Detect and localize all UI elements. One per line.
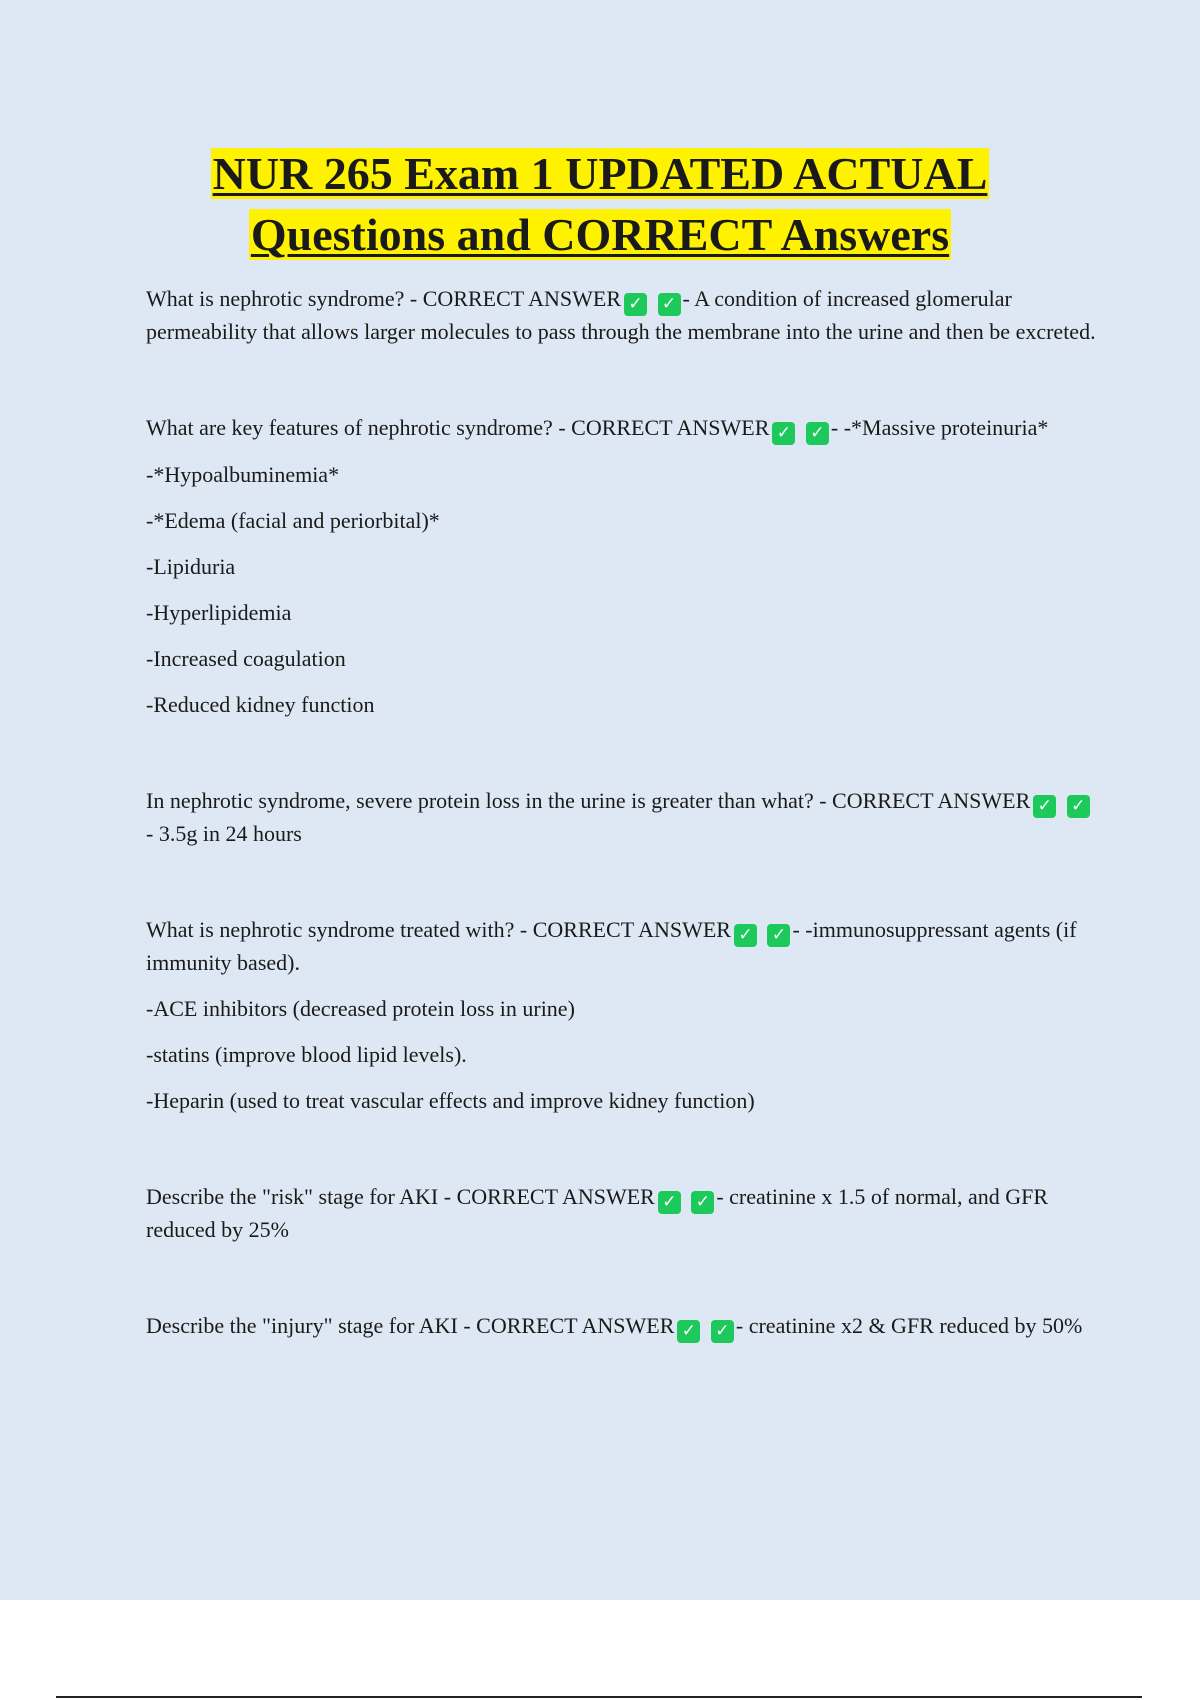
answer-line: -statins (improve blood lipid levels). <box>146 1042 467 1067</box>
check-mark-icon: ✓ <box>767 924 790 947</box>
qa-question-paragraph <box>146 412 1096 445</box>
question-text: Describe the "injury" stage for AKI - CORRECT ANSWER <box>146 1313 675 1338</box>
qa-question-paragraph <box>146 1310 1096 1343</box>
check-mark-icon: ✓ <box>677 1320 700 1343</box>
question-text: Describe the "risk" stage for AKI - CORRECT ANSWER <box>146 1184 655 1209</box>
document-title <box>0 143 1200 265</box>
answer-line: -Hyperlipidemia <box>146 600 292 625</box>
qa-list <box>146 283 1096 1407</box>
title-line-2: Questions and CORRECT Answers <box>250 209 950 260</box>
answer-line: -ACE inhibitors (decreased protein loss in urine) <box>146 996 575 1021</box>
qa-item <box>146 914 1096 1117</box>
check-mark-icon: ✓ <box>711 1320 734 1343</box>
answer-line: -*Hypoalbuminemia* <box>146 462 340 487</box>
answer-text: - -*Massive proteinuria* <box>830 415 1049 440</box>
answer-line: -Reduced kidney function <box>146 692 375 717</box>
check-mark-icon: ✓ <box>658 1191 681 1214</box>
answer-line: -*Edema (facial and periorbital)* <box>146 508 440 533</box>
qa-item <box>146 1310 1096 1343</box>
qa-question-paragraph <box>146 785 1096 850</box>
qa-item <box>146 283 1096 348</box>
qa-item <box>146 785 1096 850</box>
answer-line: -Increased coagulation <box>146 646 346 671</box>
check-mark-icon: ✓ <box>624 293 647 316</box>
answer-text: - 3.5g in 24 hours <box>146 821 302 846</box>
qa-question-paragraph <box>146 283 1096 348</box>
qa-item <box>146 412 1096 721</box>
answer-text: - creatinine x2 & GFR reduced by 50% <box>735 1313 1083 1338</box>
question-text: What are key features of nephrotic syndrome? - CORRECT ANSWER <box>146 415 770 440</box>
check-mark-icon: ✓ <box>772 422 795 445</box>
check-mark-icon: ✓ <box>1067 795 1090 818</box>
qa-question-paragraph <box>146 914 1096 979</box>
check-mark-icon: ✓ <box>806 422 829 445</box>
question-text: In nephrotic syndrome, severe protein loss in the urine is greater than what? - CORRECT ANSWER <box>146 788 1031 813</box>
check-mark-icon: ✓ <box>1033 795 1056 818</box>
qa-item <box>146 1181 1096 1246</box>
qa-question-paragraph <box>146 1181 1096 1246</box>
answer-text: - A condition of increased glomerular permeability that allows larger molecules to pass through the membrane into the urine and then be excreted. <box>146 286 1096 344</box>
answer-text: - -immunosuppressant agents (if immunity based). <box>146 917 1077 975</box>
question-text: What is nephrotic syndrome treated with? - CORRECT ANSWER <box>146 917 731 942</box>
title-line-1: NUR 265 Exam 1 UPDATED ACTUAL <box>212 148 988 199</box>
answer-line: -Heparin (used to treat vascular effects and improve kidney function) <box>146 1088 755 1113</box>
question-text: What is nephrotic syndrome? - CORRECT ANSWER <box>146 286 621 311</box>
check-mark-icon: ✓ <box>691 1191 714 1214</box>
answer-line: -Lipiduria <box>146 554 236 579</box>
check-mark-icon: ✓ <box>734 924 757 947</box>
check-mark-icon: ✓ <box>658 293 681 316</box>
footer-divider <box>56 1696 1142 1698</box>
answer-text: - creatinine x 1.5 of normal, and GFR reduced by 25% <box>146 1184 1049 1242</box>
